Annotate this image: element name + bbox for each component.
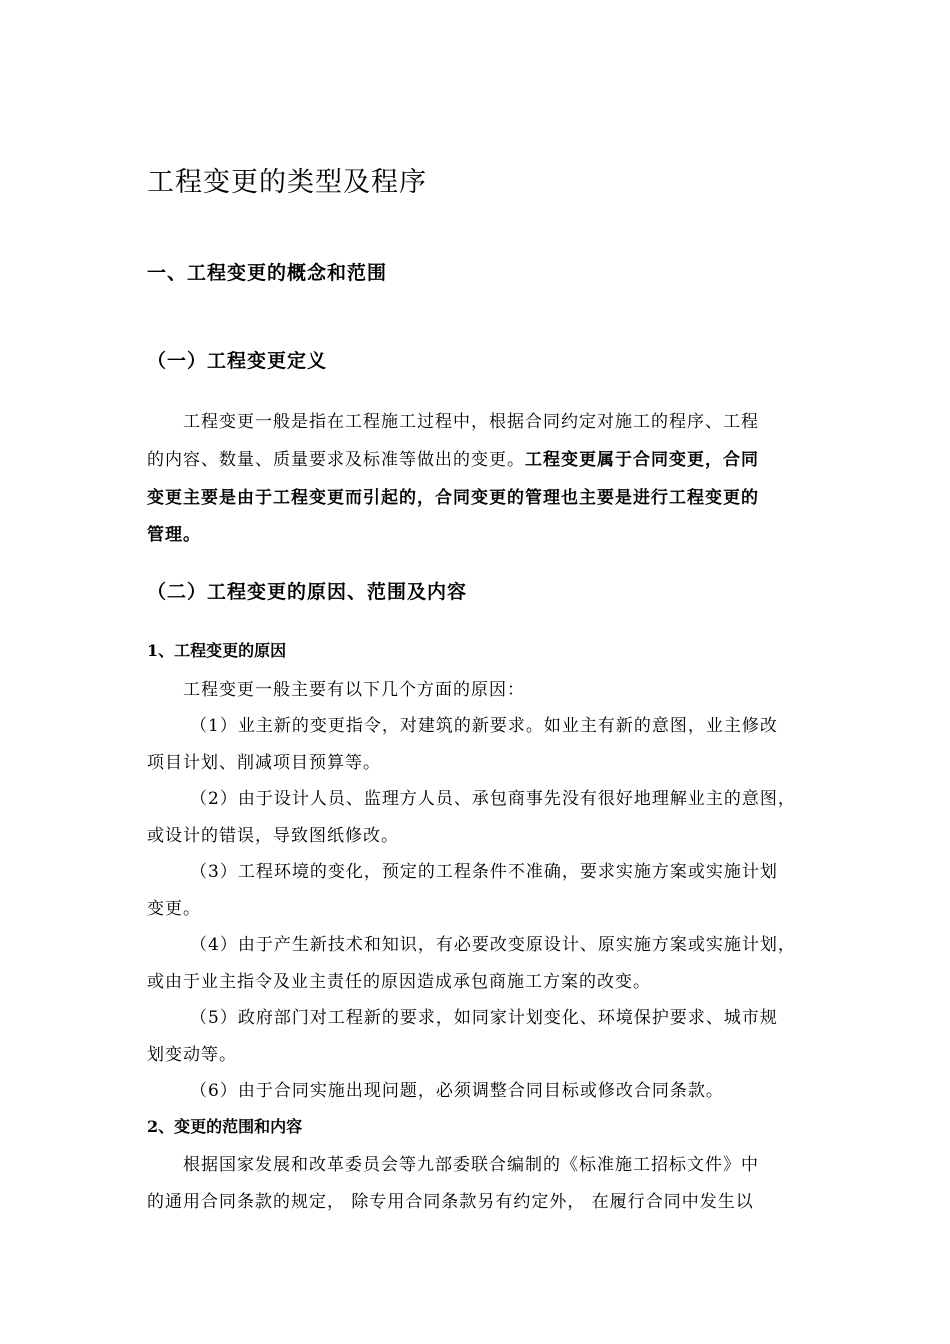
- paragraph-line: 工程变更一般是指在工程施工过程中，根据合同约定对施工的程序、工程: [183, 412, 759, 432]
- paragraph-line: 根据国家发展和改革委员会等九部委联合编制的《标准施工招标文件》中: [183, 1155, 759, 1175]
- paragraph-line: [147, 445, 759, 470]
- item-heading: 2、变更的范围和内容: [147, 1117, 303, 1136]
- subsection-heading: （二）工程变更的原因、范围及内容: [147, 581, 468, 603]
- paragraph-line: 变更主要是由于工程变更而引起的，合同变更的管理也主要是进行工程变更的: [147, 488, 759, 508]
- section-heading: 一、工程变更的概念和范围: [147, 262, 388, 284]
- list-item-continued: 变更。: [147, 899, 201, 919]
- subsection-heading: （一）工程变更定义: [147, 350, 328, 372]
- document-title: 工程变更的类型及程序: [147, 167, 427, 198]
- paragraph-line: 的通用合同条款的规定， 除专用合同条款另有约定外， 在履行合同中发生以: [147, 1192, 754, 1212]
- list-item-continued: 项目计划、削减项目预算等。: [147, 753, 381, 773]
- list-item: （2）由于设计人员、监理方人员、承包商事先没有很好地理解业主的意图，: [190, 789, 796, 809]
- list-item: （5）政府部门对工程新的要求，如同家计划变化、环境保护要求、城市规: [190, 1008, 778, 1028]
- list-item: （1）业主新的变更指令，对建筑的新要求。如业主有新的意图，业主修改: [190, 716, 778, 736]
- list-item: （4）由于产生新技术和知识，有必要改变原设计、原实施方案或实施计划，: [190, 935, 796, 955]
- paragraph-line: 工程变更一般主要有以下几个方面的原因：: [183, 680, 525, 700]
- list-item-continued: 划变动等。: [147, 1045, 237, 1065]
- paragraph-text: 的内容、数量、质量要求及标准等做出的变更。: [147, 450, 525, 470]
- item-heading: 1、工程变更的原因: [147, 641, 287, 660]
- list-item-continued: 或设计的错误，导致图纸修改。: [147, 826, 399, 846]
- list-item: （3）工程环境的变化，预定的工程条件不准确，要求实施方案或实施计划: [190, 862, 778, 882]
- paragraph-bold-text: 工程变更属于合同变更，合同: [525, 450, 759, 470]
- list-item-continued: 或由于业主指令及业主责任的原因造成承包商施工方案的改变。: [147, 972, 651, 992]
- paragraph-line: 管理。: [147, 525, 201, 545]
- list-item: （6）由于合同实施出现问题，必须调整合同目标或修改合同条款。: [190, 1081, 724, 1101]
